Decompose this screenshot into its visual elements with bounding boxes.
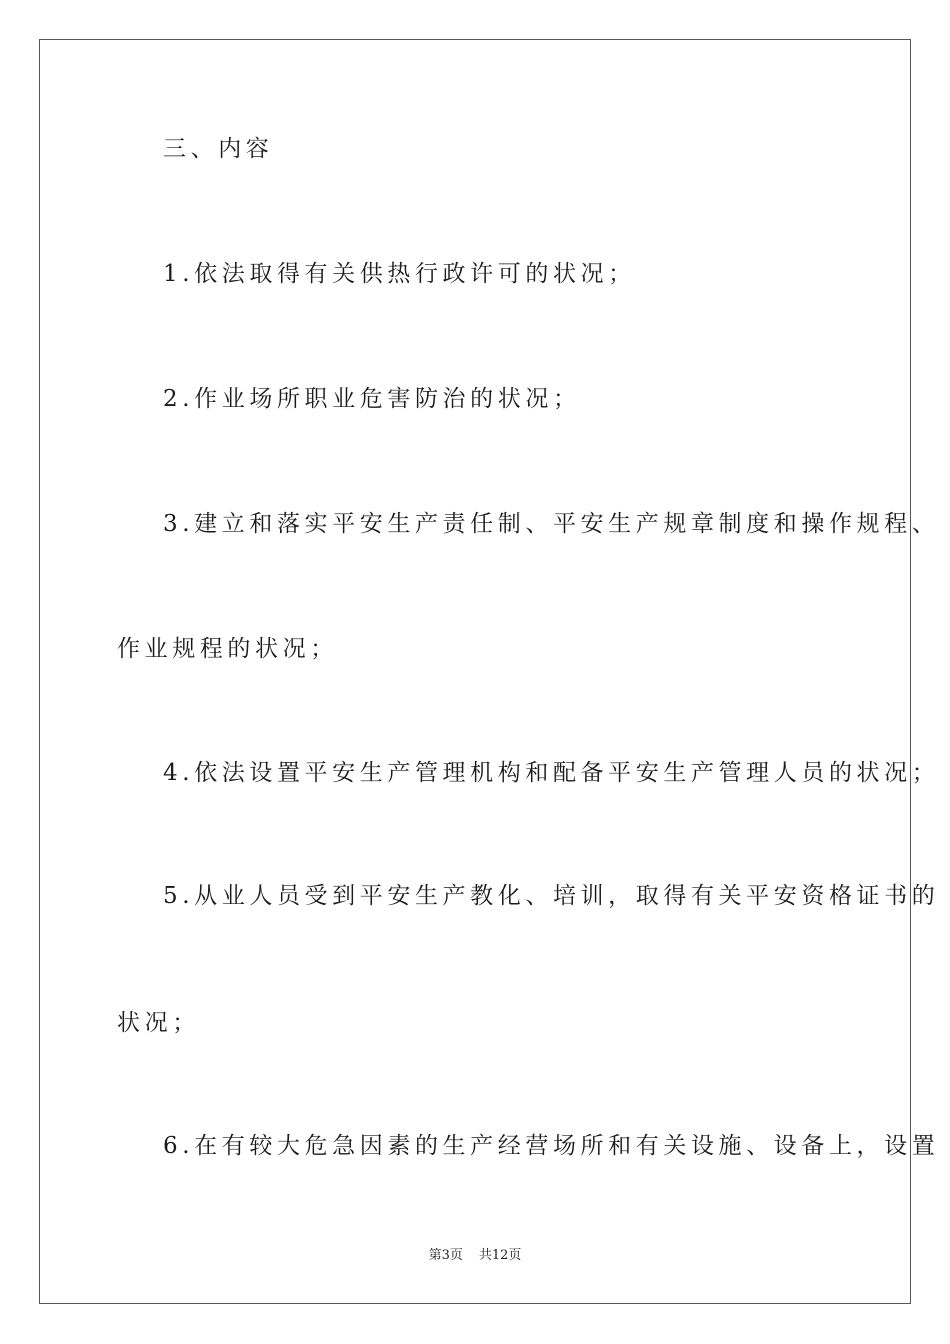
paragraph-item-5-continuation: 状况； — [117, 1010, 200, 1036]
paragraph-item-4: 4.依法设置平安生产管理机构和配备平安生产管理人员的状况； — [163, 760, 940, 786]
page-number: 第3页 — [428, 1248, 463, 1263]
paragraph-item-3: 3.建立和落实平安生产责任制、平安生产规章制度和操作规程、 — [163, 511, 940, 537]
page-border — [39, 39, 911, 1304]
paragraph-item-6: 6.在有较大危急因素的生产经营场所和有关设施、设备上，设置 — [163, 1133, 940, 1159]
paragraph-item-2: 2.作业场所职业危害防治的状况； — [163, 386, 581, 412]
paragraph-item-3-continuation: 作业规程的状况； — [117, 636, 338, 662]
paragraph-item-5: 5.从业人员受到平安生产教化、培训，取得有关平安资格证书的 — [163, 883, 940, 909]
paragraph-item-1: 1.依法取得有关供热行政许可的状况； — [163, 261, 636, 287]
section-heading: 三、内容 — [163, 136, 274, 162]
page-footer — [0, 1247, 950, 1265]
page-total: 共12页 — [478, 1248, 522, 1263]
